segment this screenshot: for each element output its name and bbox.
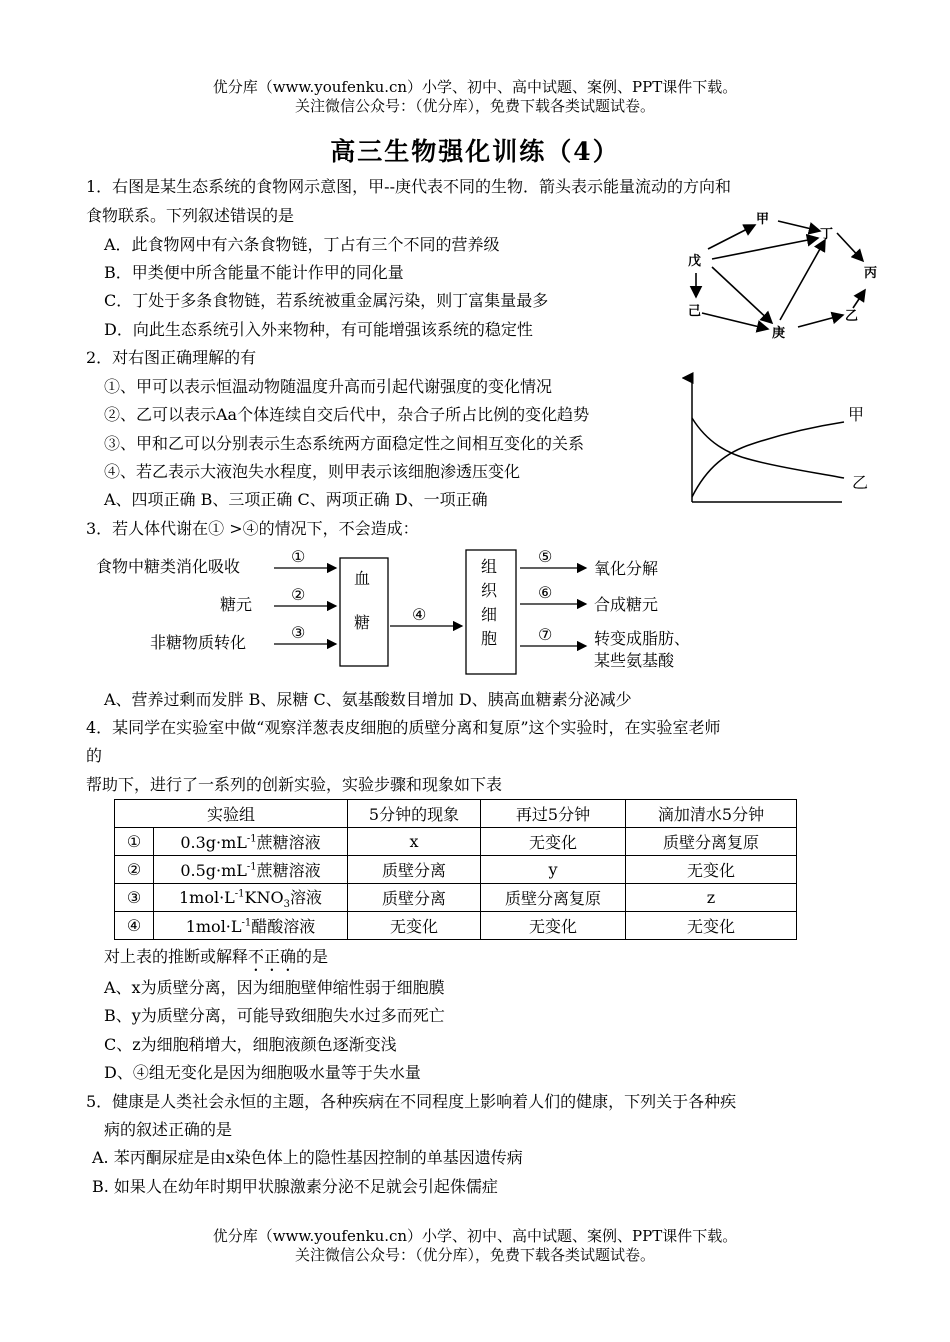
outcome-fat: 转变成脂肪、 bbox=[594, 629, 691, 648]
tissue-cell-char-3: 细 bbox=[481, 605, 498, 624]
row-cell: 无变化 bbox=[626, 912, 797, 940]
web-node-bing: 丙 bbox=[864, 266, 878, 281]
q1-stem-line-1: 1．右图是某生态系统的食物网示意图，甲--庚代表不同的生物．箭头表示能量流动的方向和 bbox=[86, 177, 731, 196]
q3-options: A、营养过剩而发胖 B、尿糖 C、氨基酸数目增加 D、胰高血糖素分泌减少 bbox=[104, 690, 632, 709]
page-title: 高三生物强化训练（4） bbox=[330, 137, 620, 166]
glucose-metabolism-diagram bbox=[86, 540, 726, 680]
q4-option-b: B、y为质壁分离，可能导致细胞失水过多而死亡 bbox=[104, 1006, 445, 1025]
label-1: ① bbox=[291, 547, 306, 566]
row-cell: 质壁分离 bbox=[348, 884, 481, 912]
q2-statement-3: ③、甲和乙可以分别表示生态系统两方面稳定性之间相互变化的关系 bbox=[104, 434, 585, 453]
tissue-cell-char-1: 组 bbox=[481, 557, 498, 576]
web-node-wu: 戊 bbox=[688, 254, 702, 269]
header-group: 实验组 bbox=[115, 800, 348, 828]
table-row bbox=[115, 828, 797, 856]
q1-option-c: C．丁处于多条食物链，若系统被重金属污染，则丁富集量最多 bbox=[104, 291, 549, 310]
q1-option-d: D．向此生态系统引入外来物种，有可能增强该系统的稳定性 bbox=[104, 320, 533, 339]
tissue-cell-char-2: 织 bbox=[481, 581, 498, 600]
row-cell: 无变化 bbox=[348, 912, 481, 940]
outcome-amino-acid: 某些氨基酸 bbox=[594, 651, 675, 670]
header-water-5min: 滴加清水5分钟 bbox=[626, 800, 797, 828]
row-number: ① bbox=[115, 828, 154, 856]
q5-stem-line-1: 5．健康是人类社会永恒的主题，各种疾病在不同程度上影响着人们的健康，下列关于各种疾 bbox=[86, 1092, 737, 1111]
row-solution: $0.3g\cdot mL^{-1}$蔗糖溶液 bbox=[154, 828, 348, 856]
row-cell: x bbox=[348, 828, 481, 856]
source-digestion: 食物中糖类消化吸收 bbox=[96, 557, 241, 576]
q4-stem-line-2: 的 bbox=[86, 746, 103, 765]
q1-option-a: A．此食物网中有六条食物链，丁占有三个不同的营养级 bbox=[104, 235, 500, 254]
q2-options: A、四项正确 B、三项正确 C、两项正确 D、一项正确 bbox=[104, 490, 488, 509]
row-cell: 质壁分离复原 bbox=[626, 828, 797, 856]
table-row bbox=[115, 912, 797, 940]
web-node-jia: 甲 bbox=[756, 212, 770, 227]
row-number: ② bbox=[115, 856, 154, 884]
table-header-row bbox=[115, 800, 797, 828]
curve-yi bbox=[692, 418, 844, 478]
header-5min: 5分钟的现象 bbox=[348, 800, 481, 828]
header-line-2: 关注微信公众号：（优分库），免费下载各类试题试卷。 bbox=[294, 97, 655, 115]
q5-stem-line-2: 病的叙述正确的是 bbox=[104, 1120, 233, 1139]
row-number: ③ bbox=[115, 884, 154, 912]
footer-line-2: 关注微信公众号：（优分库），免费下载各类试题试卷。 bbox=[294, 1246, 655, 1264]
q1-option-b: B．甲类便中所含能量不能计作甲的同化量 bbox=[104, 263, 404, 282]
header-another-5min: 再过5分钟 bbox=[481, 800, 626, 828]
label-4: ④ bbox=[412, 605, 427, 624]
blood-sugar-char-2: 糖 bbox=[354, 613, 371, 632]
q4-option-c: C、z为细胞稍增大，细胞液颜色逐渐变浅 bbox=[104, 1035, 397, 1054]
q2-statement-1: ①、甲可以表示恒温动物随温度升高而引起代谢强度的变化情况 bbox=[104, 377, 553, 396]
q4-option-a: A、x为质壁分离，因为细胞壁伸缩性弱于细胞膜 bbox=[104, 978, 445, 997]
row-cell: 质壁分离复原 bbox=[481, 884, 626, 912]
q3-stem: 3．若人体代谢在① >④的情况下，不会造成： bbox=[86, 519, 419, 538]
label-6: ⑥ bbox=[538, 583, 553, 602]
label-2: ② bbox=[291, 585, 306, 604]
q1-stem-line-2: 食物联系。下列叙述错误的是 bbox=[86, 206, 295, 225]
row-solution: $1mol\cdot L^{-1}KNO_3$溶液 bbox=[154, 884, 348, 912]
label-7: ⑦ bbox=[538, 625, 553, 644]
q2-statement-2: ②、乙可以表示Aa个体连续自交后代中，杂合子所占比例的变化趋势 bbox=[104, 405, 590, 424]
outcome-glycogen: 合成糖元 bbox=[594, 595, 659, 614]
graph-label-jia: 甲 bbox=[848, 405, 865, 424]
blood-sugar-char-1: 血 bbox=[354, 569, 371, 588]
q4-option-d: D、④组无变化是因为细胞吸水量等于失水量 bbox=[104, 1063, 421, 1082]
footer-line-1: 优分库（www.youfenku.cn）小学、初中、高中试题、案例、PPT课件下载。 bbox=[212, 1227, 738, 1245]
graph-label-yi: 乙 bbox=[852, 473, 869, 492]
table-row bbox=[115, 856, 797, 884]
row-solution: $1mol\cdot L^{-1}$醋酸溶液 bbox=[154, 912, 348, 940]
row-solution: $0.5g\cdot mL^{-1}$蔗糖溶液 bbox=[154, 856, 348, 884]
tissue-cell-char-4: 胞 bbox=[481, 629, 498, 648]
row-cell: 无变化 bbox=[481, 912, 626, 940]
q4-ask: 对上表的推断或解释不正确的是 bbox=[104, 947, 329, 966]
row-number: ④ bbox=[115, 912, 154, 940]
source-non-sugar: 非糖物质转化 bbox=[150, 633, 247, 652]
web-node-ding: 丁 bbox=[820, 227, 834, 242]
row-cell: 无变化 bbox=[481, 828, 626, 856]
q5-option-a: A. 苯丙酮尿症是由x染色体上的隐性基因控制的单基因遗传病 bbox=[92, 1148, 523, 1167]
curve-jia bbox=[692, 422, 844, 497]
label-5: ⑤ bbox=[538, 547, 553, 566]
experiment-table bbox=[114, 799, 797, 940]
header-line-1: 优分库（www.youfenku.cn）小学、初中、高中试题、案例、PPT课件下载。 bbox=[212, 78, 738, 96]
row-cell: z bbox=[626, 884, 797, 912]
source-glycogen: 糖元 bbox=[220, 595, 253, 614]
row-cell: 无变化 bbox=[626, 856, 797, 884]
label-3: ③ bbox=[291, 623, 306, 642]
q2-stem: 2．对右图正确理解的有 bbox=[86, 348, 257, 367]
web-node-yi: 乙 bbox=[845, 309, 859, 324]
row-cell: y bbox=[481, 856, 626, 884]
row-cell: 质壁分离 bbox=[348, 856, 481, 884]
food-web-diagram bbox=[680, 205, 890, 345]
web-node-geng: 庚 bbox=[772, 326, 786, 341]
q4-stem-line-3: 帮助下，进行了一系列的创新实验，实验步骤和现象如下表 bbox=[86, 775, 503, 794]
curve-graph bbox=[682, 372, 878, 506]
web-node-ji: 己 bbox=[688, 304, 702, 319]
table-row bbox=[115, 884, 797, 912]
q2-statement-4: ④、若乙表示大液泡失水程度，则甲表示该细胞渗透压变化 bbox=[104, 462, 521, 481]
outcome-oxidation: 氧化分解 bbox=[594, 559, 659, 578]
q4-stem-line-1: 4．某同学在实验室中做“观察洋葱表皮细胞的质壁分离和复原”这个实验时，在实验室老师 bbox=[86, 718, 721, 737]
q5-option-b: B. 如果人在幼年时期甲状腺激素分泌不足就会引起侏儒症 bbox=[92, 1177, 498, 1196]
